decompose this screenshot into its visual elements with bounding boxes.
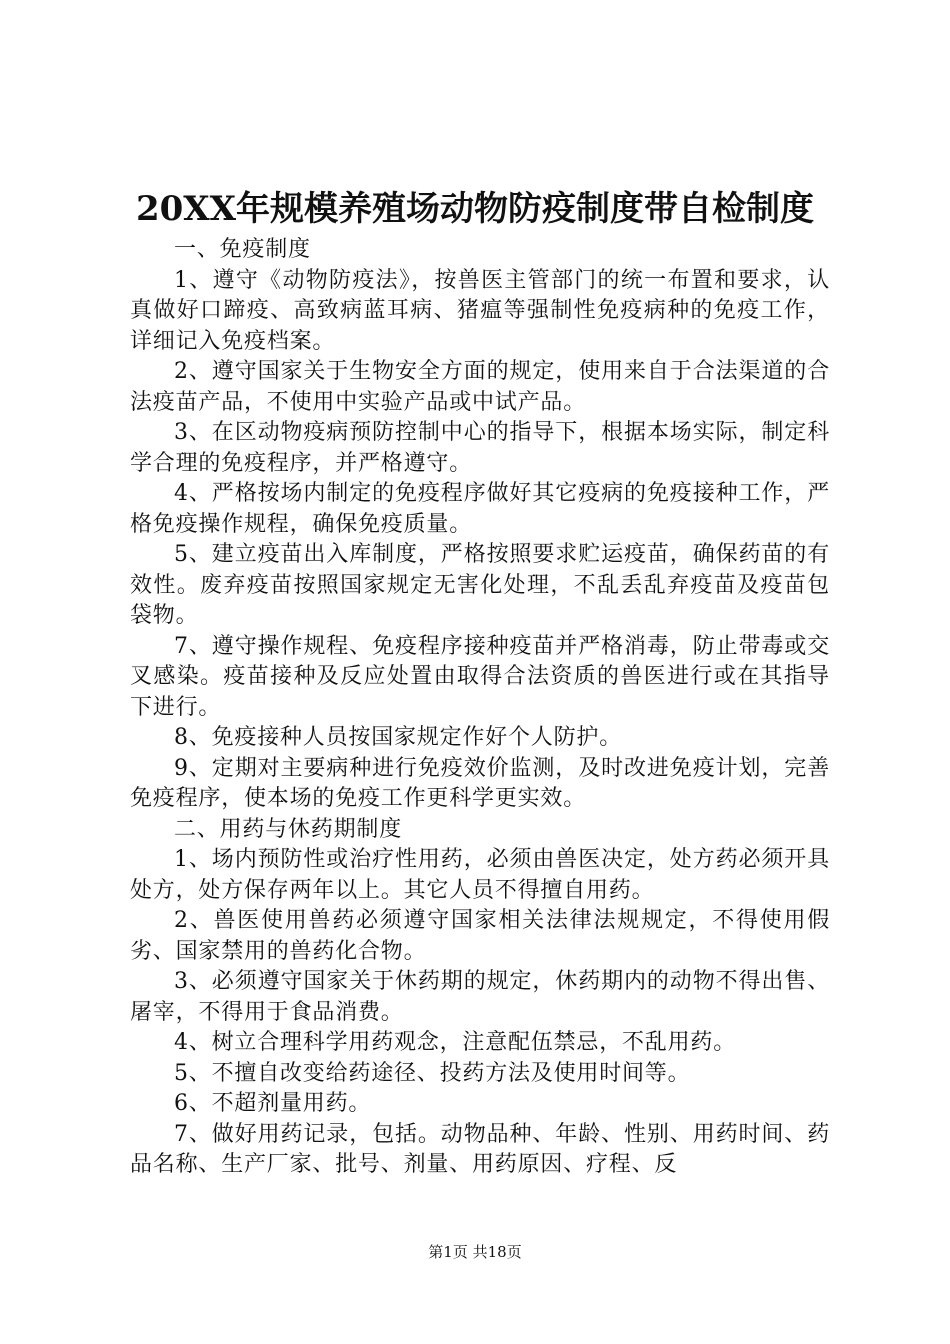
paragraph: 7、做好用药记录，包括。动物品种、年龄、性别、用药时间、药品名称、生产厂家、批号、剂量、用药原因、疗程、反 xyxy=(130,1121,830,1177)
paragraph: 5、不擅自改变给药途径、投药方法及使用时间等。 xyxy=(174,1060,691,1086)
document-title: 20XX年规模养殖场动物防疫制度带自检制度 xyxy=(135,189,815,229)
paragraph: 7、遵守操作规程、免疫程序接种疫苗并严格消毒，防止带毒或交叉感染。疫苗接种及反应处置由取得合法资质的兽医进行或在其指导下进行。 xyxy=(130,633,830,720)
paragraph: 8、免疫接种人员按国家规定作好个人防护。 xyxy=(174,725,622,750)
paragraph: 3、在区动物疫病预防控制中心的指导下，根据本场实际，制定科学合理的免疫程序，并严格遵守。 xyxy=(130,420,830,476)
paragraph: 4、树立合理科学用药观念，注意配伍禁忌，不乱用药。 xyxy=(174,1030,736,1055)
paragraph: 2、兽医使用兽药必须遵守国家相关法律法规规定，不得使用假劣、国家禁用的兽药化合物。 xyxy=(130,908,830,964)
section-heading-medication: 二、用药与休药期制度 xyxy=(174,816,403,842)
paragraph: 3、必须遵守国家关于休药期的规定，休药期内的动物不得出售、屠宰，不得用于食品消费。 xyxy=(130,969,830,1025)
paragraph: 5、建立疫苗出入库制度，严格按照要求贮运疫苗，确保药苗的有效性。废弃疫苗按照国家规定无害化处理，不乱丢乱弃疫苗及疫苗包袋物。 xyxy=(130,542,830,628)
paragraph: 2、遵守国家关于生物安全方面的规定，使用来自于合法渠道的合法疫苗产品，不使用中实验产品或中试产品。 xyxy=(130,359,830,415)
paragraph: 1、场内预防性或治疗性用药，必须由兽医决定，处方药必须开具处方，处方保存两年以上。其它人员不得擅自用药。 xyxy=(130,847,830,903)
paragraph: 4、严格按场内制定的免疫程序做好其它疫病的免疫接种工作，严格免疫操作规程，确保免疫质量。 xyxy=(130,481,830,537)
paragraph: 6、不超剂量用药。 xyxy=(174,1091,372,1116)
paragraph: 9、定期对主要病种进行免疫效价监测，及时改进免疫计划，完善免疫程序，使本场的免疫工作更科学更实效。 xyxy=(130,755,830,811)
page-footer: 第1页 共18页 xyxy=(428,1243,522,1261)
paragraph: 1、遵守《动物防疫法》，按兽医主管部门的统一布置和要求，认真做好口蹄疫、高致病蓝耳病、猪瘟等强制性免疫病种的免疫工作，详细记入免疫档案。 xyxy=(130,267,830,354)
document-body xyxy=(130,235,830,1181)
section-heading-immunization: 一、免疫制度 xyxy=(174,237,311,262)
